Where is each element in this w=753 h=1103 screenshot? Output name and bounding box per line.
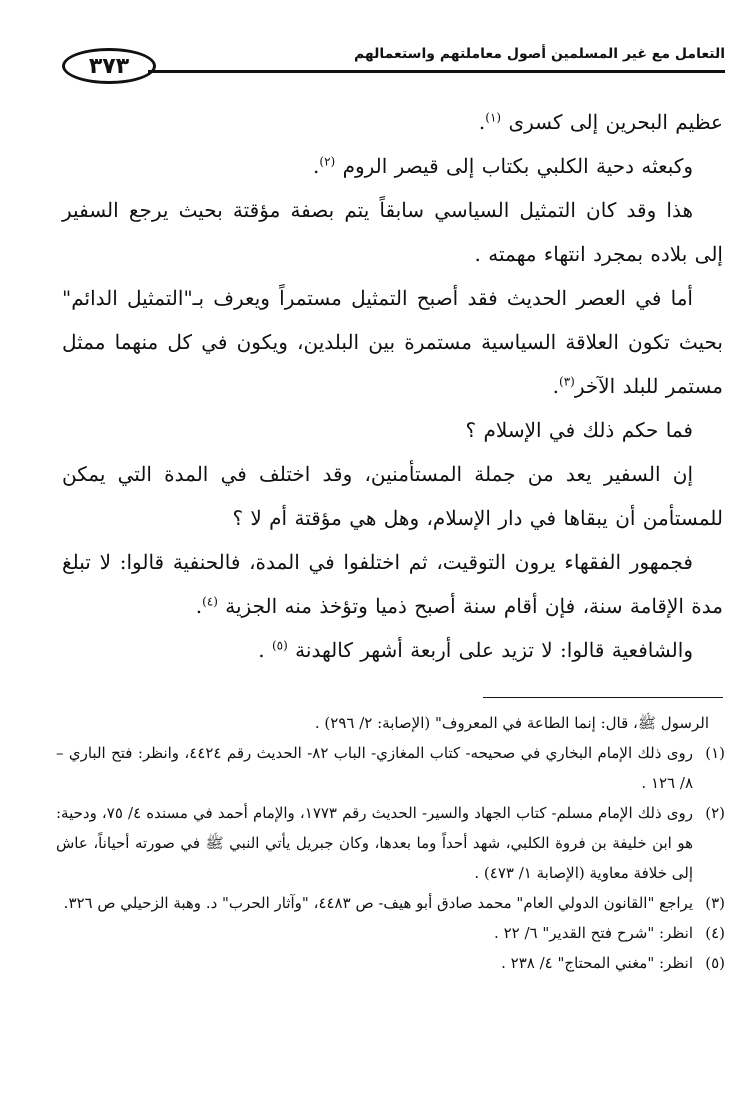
page-number: ٣٧٣ [62, 48, 156, 84]
running-title: التعامل مع غير المسلمين أصول معاملتهم واستعمالهم [353, 46, 725, 62]
footnote-ref: (٥) [271, 638, 288, 653]
footnote-ref: (٢) [319, 154, 336, 169]
footnote [56, 918, 725, 948]
footnote [56, 948, 725, 978]
footnote-text: روى ذلك الإمام مسلم- كتاب الجهاد والسير- الحديث رقم ١٧٧٣، والإمام أحمد في مسنده ٤/ ٧٥، ودحية: هو ابن خليفة بن فروة الكلبي، شهد أحداً وما بعدها، وكان جبريل يأتي النبي ﷺ في صورته أحياناً، عاش إلى خلافة معاوية (الإصابة ١/ ٤٧٣) . [56, 804, 693, 882]
paragraph: أما في العصر الحديث فقد أصبح التمثيل مستمراً ويعرف بـ"التمثيل الدائم" بحيث تكون العلاقة السياسية مستمرة بين البلدين، ويكون في كل منهما ممثل مستمر للبلد الآخر$^{(٣)}$. [62, 286, 723, 398]
footnote-number: (٥) [705, 954, 725, 972]
paragraph: هذا وقد كان التمثيل السياسي سابقاً يتم بصفة مؤقتة بحيث يرجع السفير إلى بلاده بمجرد انتهاء مهمته . [62, 198, 723, 266]
header-rule [148, 70, 725, 73]
footnote-ref: (٣) [559, 374, 575, 389]
paragraph: والشافعية قالوا: لا تزيد على أربعة أشهر كالهدنة $^{(٥)}$ . [258, 638, 693, 662]
paragraph: وكبعثه دحية الكلبي بكتاب إلى قيصر الروم $^{(٢)}$. [313, 154, 693, 178]
paragraph: إن السفير يعد من جملة المستأمنين، وقد اختلف في المدة التي يمكن للمستأمن أن يبقاها في دار الإسلام، وهل هي مؤقتة أم لا ؟ [62, 462, 723, 530]
footnotes [56, 708, 725, 978]
footnote-ref: (١) [485, 110, 502, 125]
paragraph: فما حكم ذلك في الإسلام ؟ [465, 418, 693, 442]
footnote-number: (٤) [705, 924, 725, 942]
paragraph: فجمهور الفقهاء يرون التوقيت، ثم اختلفوا في المدة، فالحنفية قالوا: لا تبلغ مدة الإقامة سنة، فإن أقام سنة أصبح ذميا وتؤخذ منه الجزية $^{(٤)}$. [62, 550, 723, 618]
footnote-number: (٣) [705, 894, 725, 912]
footnote-separator [483, 697, 723, 698]
footnote [56, 888, 725, 918]
footnote-number: (١) [705, 744, 725, 762]
footnote [56, 738, 725, 798]
footnote [56, 798, 725, 888]
footnote-continuation: الرسول ﷺ، قال: إنما الطاعة في المعروف" (الإصابة: ٢/ ٢٩٦) . [314, 714, 709, 732]
paragraph: عظيم البحرين إلى كسرى $^{(١)}$. [478, 110, 723, 134]
footnote-text: يراجع "القانون الدولي العام" محمد صادق أبو هيف- ص ٤٤٨٣، "وآثار الحرب" د. وهبة الزحيلي ص ٣٢٦. [63, 894, 693, 912]
main-text [62, 100, 723, 672]
footnote-text: انظر: "مغني المحتاج" ٤/ ٢٣٨ . [501, 954, 693, 972]
page-header [60, 44, 725, 84]
footnote-text: انظر: "شرح فتح القدير" ٦/ ٢٢ . [494, 924, 693, 942]
footnote-text: روى ذلك الإمام البخاري في صحيحه- كتاب المغازي- الباب ٨٢- الحديث رقم ٤٤٢٤، وانظر: فتح الباري –٨/ ١٢٦ . [56, 744, 693, 792]
footnote-number: (٢) [705, 804, 725, 822]
footnote-ref: (٤) [202, 594, 218, 609]
